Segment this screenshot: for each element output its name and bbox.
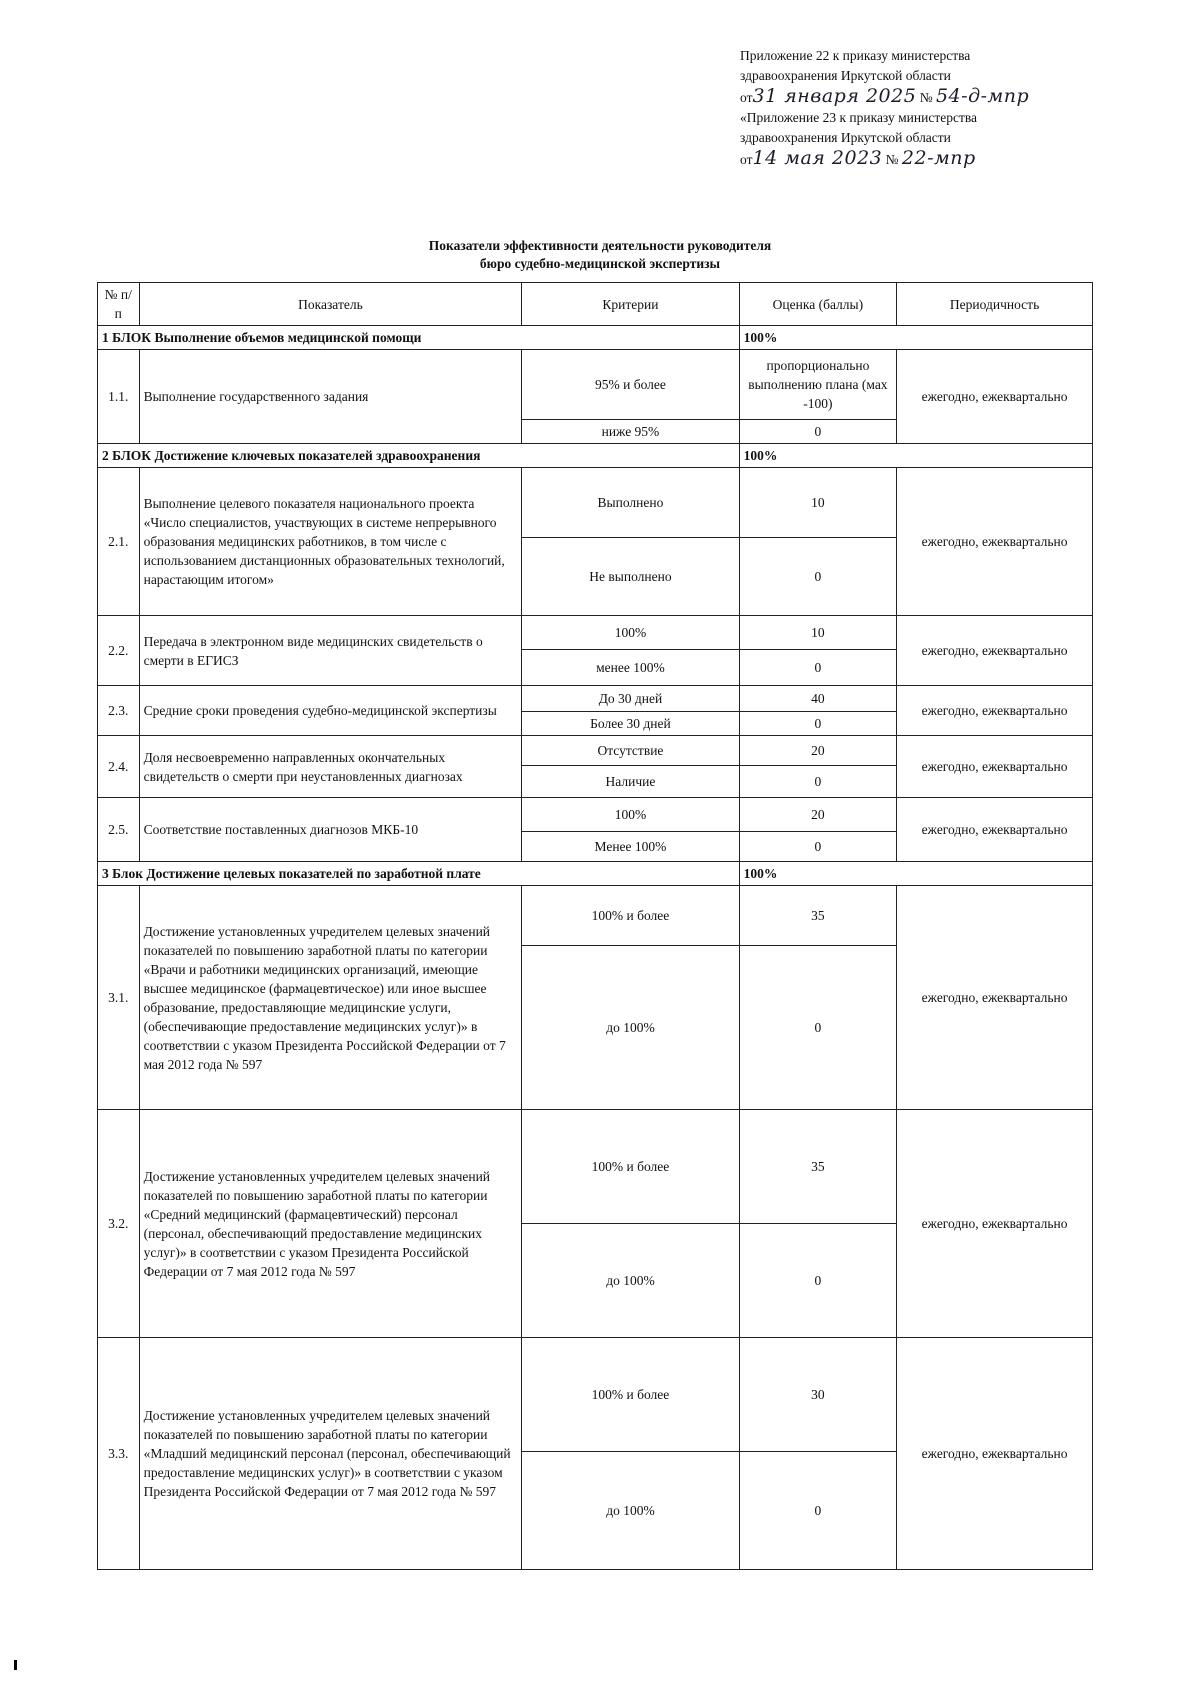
score-cell: 0 [739, 946, 897, 1110]
score-cell: 20 [739, 798, 897, 832]
row-number: 2.4. [98, 736, 140, 798]
score-cell: 10 [739, 468, 897, 538]
score-cell: 0 [739, 766, 897, 798]
row-number: 2.3. [98, 686, 140, 736]
score-cell: 0 [739, 832, 897, 862]
score-cell: 0 [739, 712, 897, 736]
table-row [98, 736, 1093, 766]
periodicity-cell: ежегодно, ежеквартально [897, 1338, 1093, 1570]
table-row [98, 350, 1093, 420]
score-cell: 35 [739, 886, 897, 946]
score-cell: 0 [739, 1452, 897, 1570]
periodicity-cell: ежегодно, ежеквартально [897, 798, 1093, 862]
table-row [98, 886, 1093, 946]
block-label: 1 БЛОК Выполнение объемов медицинской помощи [98, 326, 740, 350]
criteria-cell: Наличие [522, 766, 739, 798]
row-number: 2.2. [98, 616, 140, 686]
criteria-cell: До 30 дней [522, 686, 739, 712]
criteria-cell: Отсутствие [522, 736, 739, 766]
score-cell: 0 [739, 420, 897, 444]
block-row [98, 326, 1093, 350]
header-line-2: здравоохранения Иркутской области [740, 68, 951, 83]
score-cell: 30 [739, 1338, 897, 1452]
criteria-cell: 100% [522, 798, 739, 832]
table-row [98, 686, 1093, 712]
periodicity-cell: ежегодно, ежеквартально [897, 1110, 1093, 1338]
header-indicator: Показатель [139, 283, 522, 326]
criteria-cell: Менее 100% [522, 832, 739, 862]
row-number: 2.1. [98, 468, 140, 616]
block-percent: 100% [739, 444, 1092, 468]
periodicity-cell: ежегодно, ежеквартально [897, 350, 1093, 444]
handwritten-date: 14 мая 2023 [752, 147, 883, 169]
row-number: 1.1. [98, 350, 140, 444]
indicator-text: Выполнение целевого показателя национального проекта «Число специалистов, участвующих в системе непрерывного образования медицинских работников, в том числе с использованием дистанционных образовательных технологий, нарастающим итогом» [139, 468, 522, 616]
handwritten-date: 31 января 2025 [752, 85, 917, 107]
score-cell: 0 [739, 650, 897, 686]
criteria-cell: Более 30 дней [522, 712, 739, 736]
table-header-row [98, 283, 1093, 326]
score-cell: 20 [739, 736, 897, 766]
criteria-cell: 100% и более [522, 1338, 739, 1452]
criteria-cell: 100% [522, 616, 739, 650]
block-row [98, 862, 1093, 886]
block-label: 3 Блок Достижение целевых показателей по заработной плате [98, 862, 740, 886]
header-score: Оценка (баллы) [739, 283, 897, 326]
score-cell: пропорционально выполнению плана (мах -100) [739, 350, 897, 420]
criteria-cell: 100% и более [522, 886, 739, 946]
header-periodicity: Периодичность [897, 283, 1093, 326]
periodicity-cell: ежегодно, ежеквартально [897, 886, 1093, 1110]
header-line-5: здравоохранения Иркутской области [740, 130, 951, 145]
document-title: Показатели эффективности деятельности руководителя бюро судебно-медицинской экспертизы [428, 238, 772, 271]
table-row [98, 1338, 1093, 1452]
score-cell: 0 [739, 1224, 897, 1338]
scan-mark [14, 1660, 17, 1670]
criteria-cell: ниже 95% [522, 420, 739, 444]
header-line-6: от14 мая 2023 № 22-мпр [740, 147, 976, 169]
table-row [98, 616, 1093, 650]
score-cell: 35 [739, 1110, 897, 1224]
header-num: № п/п [98, 283, 140, 326]
row-number: 3.3. [98, 1338, 140, 1570]
header-line-1: Приложение 22 к приказу министерства [740, 48, 971, 63]
row-number: 2.5. [98, 798, 140, 862]
block-percent: 100% [739, 862, 1092, 886]
indicators-table [97, 282, 1093, 1570]
indicator-text: Достижение установленных учредителем целевых значений показателей по повышению заработной платы по категории «Средний медицинский (фармацевтический) персонал (персонал, обеспечивающий предоставление медицинских услуг)» в соответствии с указом Президента Российской Федерации от 7 мая 2012 года № 597 [139, 1110, 522, 1338]
criteria-cell: до 100% [522, 1224, 739, 1338]
handwritten-order-number: 22-мпр [901, 147, 976, 169]
criteria-cell: Выполнено [522, 468, 739, 538]
table-row [98, 468, 1093, 538]
block-row [98, 444, 1093, 468]
block-percent: 100% [739, 326, 1092, 350]
score-cell: 10 [739, 616, 897, 650]
criteria-cell: 95% и более [522, 350, 739, 420]
handwritten-order-number: 54-д-мпр [935, 85, 1030, 107]
header-line-4: «Приложение 23 к приказу министерства [740, 110, 978, 125]
table-row [98, 1110, 1093, 1224]
periodicity-cell: ежегодно, ежеквартально [897, 468, 1093, 616]
criteria-cell: менее 100% [522, 650, 739, 686]
indicator-text: Выполнение государственного задания [139, 350, 522, 444]
periodicity-cell: ежегодно, ежеквартально [897, 736, 1093, 798]
row-number: 3.1. [98, 886, 140, 1110]
score-cell: 0 [739, 538, 897, 616]
table-row [98, 798, 1093, 832]
approval-header [740, 46, 1080, 170]
header-criteria: Критерии [522, 283, 739, 326]
indicator-text: Достижение установленных учредителем целевых значений показателей по повышению заработной платы по категории «Врачи и работники медицинских организаций, имеющие высшее медицинское (фармацевтическое) или иное высшее образование, предоставляющие медицинские услуги, (обеспечивающие предоставление медицинских услуг)» в соответствии с указом Президента Российской Федерации от 7 мая 2012 года № 597 [139, 886, 522, 1110]
criteria-cell: Не выполнено [522, 538, 739, 616]
row-number: 3.2. [98, 1110, 140, 1338]
score-cell: 40 [739, 686, 897, 712]
criteria-cell: до 100% [522, 1452, 739, 1570]
indicator-text: Доля несвоевременно направленных окончательных свидетельств о смерти при неустановленных диагнозах [139, 736, 522, 798]
periodicity-cell: ежегодно, ежеквартально [897, 616, 1093, 686]
indicator-text: Соответствие поставленных диагнозов МКБ-10 [139, 798, 522, 862]
periodicity-cell: ежегодно, ежеквартально [897, 686, 1093, 736]
indicator-text: Средние сроки проведения судебно-медицинской экспертизы [139, 686, 522, 736]
block-label: 2 БЛОК Достижение ключевых показателей здравоохранения [98, 444, 740, 468]
criteria-cell: до 100% [522, 946, 739, 1110]
indicator-text: Достижение установленных учредителем целевых значений показателей по повышению заработной платы по категории «Младший медицинский персонал (персонал, обеспечивающий предоставление медицинских услуг)» в соответствии с указом Президента Российской Федерации от 7 мая 2012 года № 597 [139, 1338, 522, 1570]
header-line-3: от31 января 2025 № 54-д-мпр [740, 85, 1030, 107]
indicator-text: Передача в электронном виде медицинских свидетельств о смерти в ЕГИСЗ [139, 616, 522, 686]
criteria-cell: 100% и более [522, 1110, 739, 1224]
